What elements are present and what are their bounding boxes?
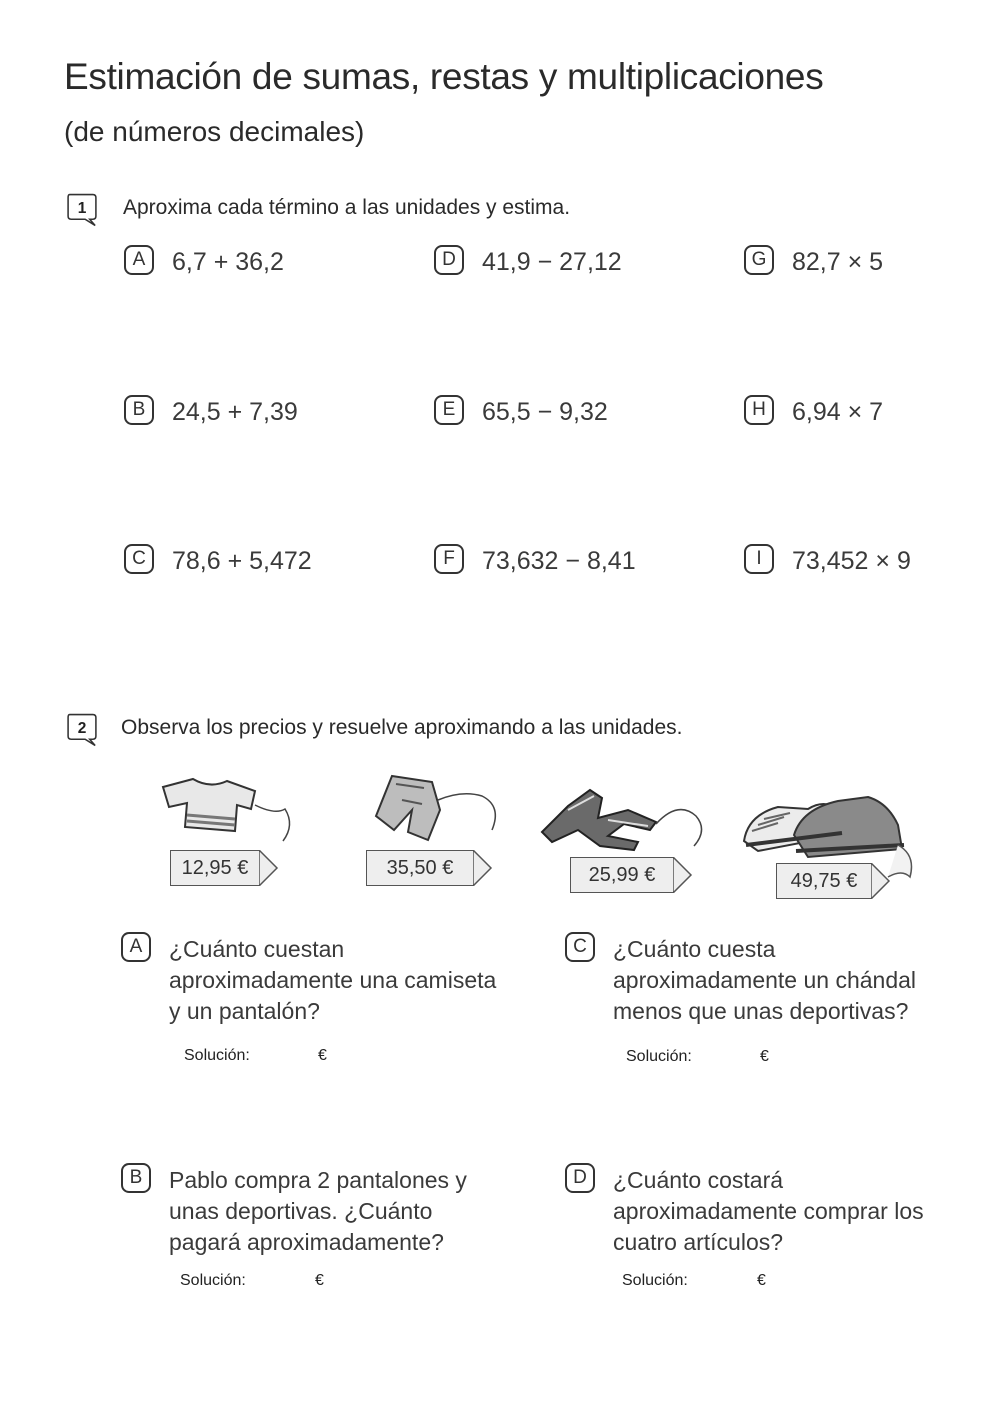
item-letter-g: G [744,245,774,275]
solution-label: Solución: [622,1272,688,1289]
exercise-number-badge [62,193,102,227]
expression-d: 41,9 − 27,12 [482,248,622,276]
exercise-instruction: Observa los precios y resuelve aproximando a las unidades. [121,716,683,739]
item-letter-f: F [434,544,464,574]
item-letter-i: I [744,544,774,574]
item-letter-a: A [124,245,154,275]
solution-label: Solución: [626,1048,692,1065]
question-text-a: ¿Cuánto cuestan aproximadamente una camiseta y un pantalón? [169,936,497,1024]
expression-f: 73,632 − 8,41 [482,547,636,575]
expression-h: 6,94 × 7 [792,398,884,426]
question-letter-c: C [565,932,595,962]
price-tag-pants: 35,50 € [366,850,474,886]
solution-label: Solución: [184,1047,250,1064]
euro-unit: € [760,1048,769,1065]
price-tag-tracksuit: 25,99 € [570,857,674,893]
euro-unit: € [318,1047,327,1064]
price-tag-tshirt: 12,95 € [170,850,260,886]
price-tag-tip [871,863,891,899]
item-letter-b: B [124,395,154,425]
item-letter-e: E [434,395,464,425]
expression-c: 78,6 + 5,472 [172,547,312,575]
question-text-c: ¿Cuánto cuesta aproximadamente un chándal menos que unas deportivas? [613,936,917,1024]
expression-g: 82,7 × 5 [792,248,884,276]
page-title: Estimación de sumas, restas y multiplicaciones [64,56,824,97]
expression-e: 65,5 − 9,32 [482,398,608,426]
price-tag-sneakers: 49,75 € [776,863,872,899]
price-tag-tip [259,850,279,886]
pants-illustration [362,770,507,855]
exercise-number: 1 [77,200,87,218]
solution-label: Solución: [180,1272,246,1289]
exercise-instruction: Aproxima cada término a las unidades y estima. [123,196,571,219]
item-letter-c: C [124,544,154,574]
page-subtitle: (de números decimales) [64,116,365,147]
price-tag-tip [473,850,493,886]
price-tag-tip [673,857,693,893]
item-letter-d: D [434,245,464,275]
expression-a: 6,7 + 36,2 [172,248,284,276]
question-text-d: ¿Cuánto costará aproximadamente comprar los cuatro artículos? [613,1167,924,1255]
expression-b: 24,5 + 7,39 [172,398,298,426]
item-letter-h: H [744,395,774,425]
question-text-b: Pablo compra 2 pantalones y unas deportivas. ¿Cuánto pagará aproximadamente? [169,1167,467,1255]
exercise-number: 2 [77,720,87,738]
euro-unit: € [757,1272,766,1289]
question-letter-a: A [121,932,151,962]
question-letter-b: B [121,1163,151,1193]
tshirt-illustration [155,775,300,855]
expression-i: 73,452 × 9 [792,547,911,575]
euro-unit: € [315,1272,324,1289]
tracksuit-illustration [538,780,708,865]
question-letter-d: D [565,1163,595,1193]
exercise-number-badge [62,713,102,747]
